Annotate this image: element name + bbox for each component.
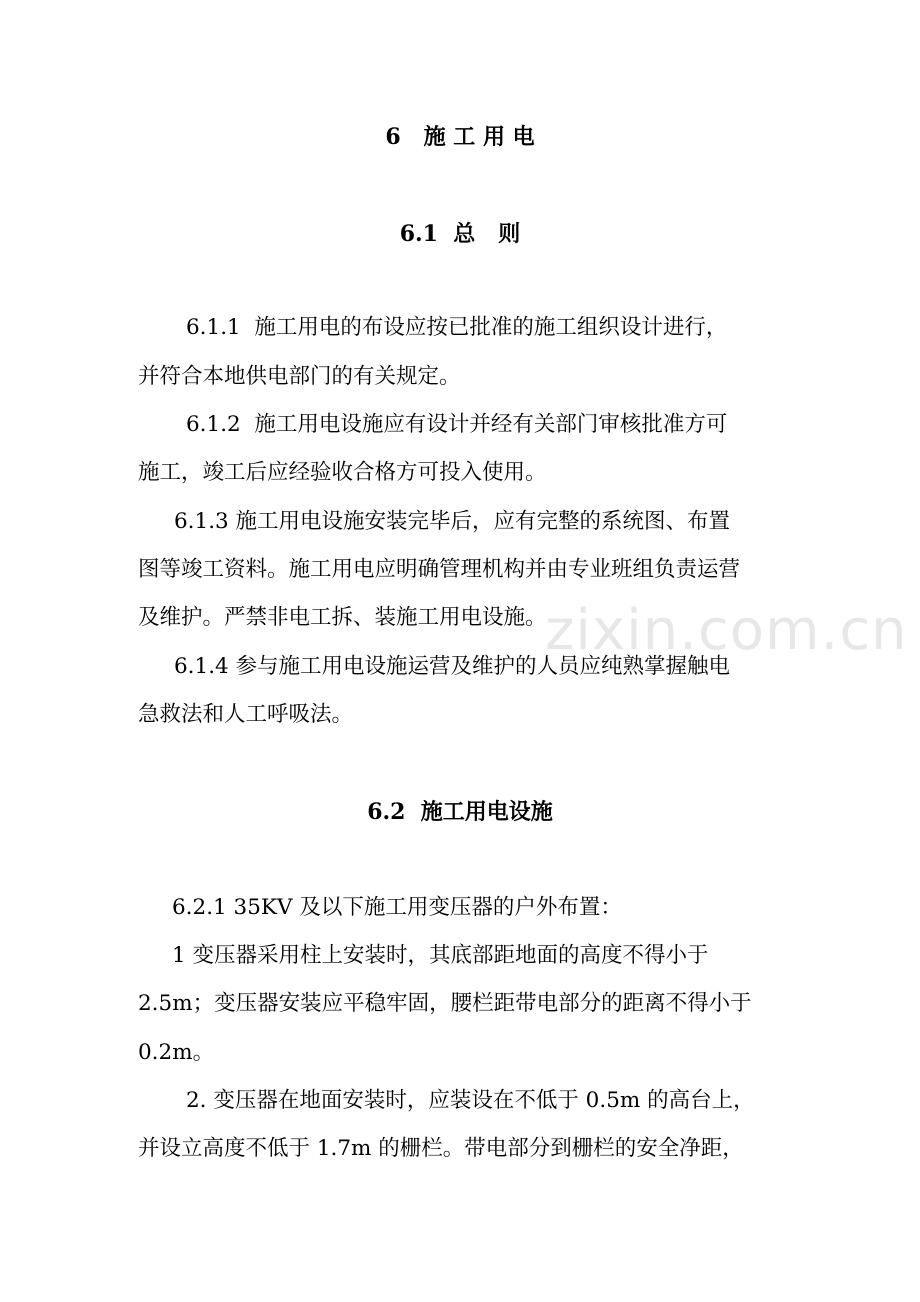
paragraph-line: 2. 变压器在地面安装时，应装设在不低于 0.5m 的高台上，: [186, 1088, 755, 1113]
paragraph-line: 6.1.1 施工用电的布设应按已批准的施工组织设计进行，: [186, 315, 728, 340]
section-heading-6-1: 6.1 总 则: [399, 221, 521, 247]
paragraph-line: 及维护。严禁非电工拆、装施工用电设施。: [138, 605, 547, 630]
paragraph-line: 施工，竣工后应经验收合格方可投入使用。: [138, 460, 547, 485]
paragraph-line: 2.5m；变压器安装应平稳牢固，腰栏距带电部分的距离不得小于: [138, 991, 752, 1016]
paragraph-line: 6.1.3 施工用电设施安装完毕后，应有完整的系统图、布置: [174, 509, 731, 534]
watermark: zixin.com.cn: [545, 598, 908, 663]
paragraph-line: 并符合本地供电部门的有关规定。: [138, 364, 461, 389]
chapter-heading: 6 施 工 用 电: [385, 124, 535, 150]
paragraph-line: 6.1.4 参与施工用电设施运营及维护的人员应纯熟掌握触电: [174, 654, 731, 679]
paragraph-line: 0.2m。: [138, 1040, 215, 1065]
paragraph-line: 并设立高度不低于 1.7m 的栅栏。带电部分到栅栏的安全净距，: [138, 1136, 744, 1161]
paragraph-line: 6.1.2 施工用电设施应有设计并经有关部门审核批准方可: [186, 412, 728, 437]
paragraph-line: 图等竣工资料。施工用电应明确管理机构并由专业班组负责运营: [138, 557, 741, 582]
paragraph-line: 6.2.1 35KV 及以下施工用变压器的户外布置：: [172, 895, 622, 920]
section-heading-6-2: 6.2 施工用电设施: [367, 799, 553, 825]
paragraph-line: 1 变压器采用柱上安装时，其底部距地面的高度不得小于: [172, 943, 709, 968]
paragraph-line: 急救法和人工呼吸法。: [138, 702, 354, 727]
